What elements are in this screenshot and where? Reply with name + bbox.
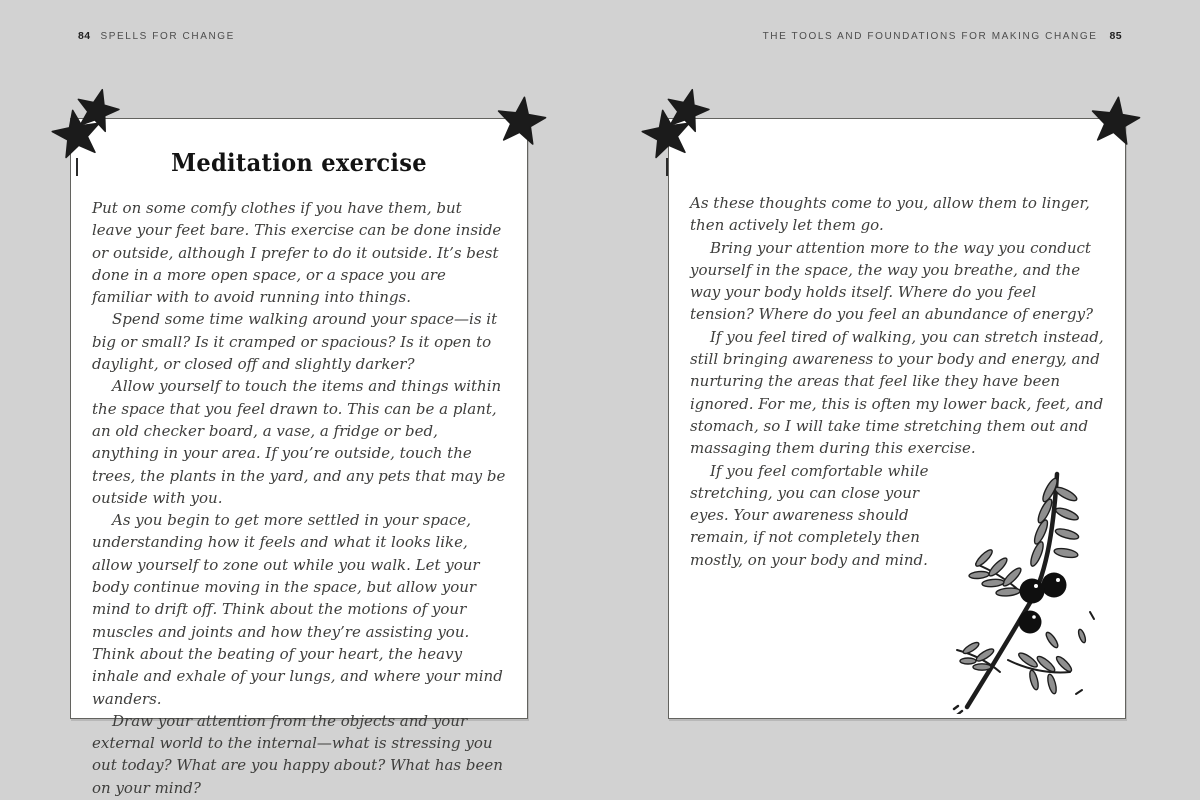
paragraph: Bring your attention more to the way you conduct yourself in the space, the way you breathe, and the way your body holds itself. Where do you feel tension? Where do you feel an abundance of energy? (690, 238, 1094, 324)
paragraph: As you begin to get more settled in your space, understanding how it feels and what it looks like, allow yourself to zone out while you walk. Let your body continue moving in the space, but allow your mind to drift off. Think about the motions of your muscles and joints and how they’re assisting you. Think about the beating of your heart, the heavy inhale and exhale of your lungs, and where your mind wanders. (92, 511, 503, 708)
running-header-right (763, 30, 1122, 42)
book-page-left (70, 118, 528, 797)
paragraph: Spend some time walking around your space—is it big or small? Is it cramped or spacious? Is it open to daylight, or closed off and slightly darker? (92, 310, 498, 374)
paragraph: Allow yourself to touch the items and things within the space that you feel drawn to. This can be a plant, an old checker board, a vase, a fridge or bed, anything in your area. If you’re outside, touch the trees, the plants in the yard, and any pets that may be outside with you. (92, 377, 506, 507)
page-number-left: 84 (78, 30, 91, 42)
star-icon (637, 105, 697, 165)
running-header-left (78, 30, 235, 42)
book-page-right (668, 118, 1126, 719)
juniper-sprig-illustration (952, 464, 1104, 714)
star-tail-mark (76, 158, 78, 176)
left-page-body (92, 197, 506, 799)
running-title-right: THE TOOLS AND FOUNDATIONS FOR MAKING CHANGE (762, 31, 1098, 42)
running-title-left: SPELLS FOR CHANGE (100, 31, 235, 42)
star-icon (1086, 93, 1145, 152)
paragraph: Put on some comfy clothes if you have them, but leave your feet bare. This exercise can be done inside or outside, although I prefer to do it outside. It’s best done in a more open space, or a space you are familiar with to avoid running into things. (92, 199, 502, 307)
paragraph: If you feel comfortable while stretching, you can close your eyes. Your awareness should remain, if not completely then mostly, on your body and mind. (690, 461, 929, 569)
page-title: Meditation exercise (171, 148, 427, 177)
paragraph: As these thoughts come to you, allow them to linger, then actively let them go. (690, 194, 1090, 235)
star-icon (47, 105, 107, 165)
paragraph: Draw your attention from the objects and your external world to the internal—what is stressing you out today? What are you happy about? What has been on your mind? (92, 711, 503, 797)
right-page-body (690, 192, 1104, 571)
page-number-right: 85 (1109, 30, 1122, 42)
star-tail-mark (666, 158, 668, 176)
paragraph: If you feel tired of walking, you can stretch instead, still bringing awareness to your body and energy, and nurturing the areas that feel like they have been ignored. For me, this is often my lower back, feet, and stomach, so I will take time stretching them out and massaging them during this exercise. (690, 327, 1104, 458)
star-icon (492, 93, 551, 152)
